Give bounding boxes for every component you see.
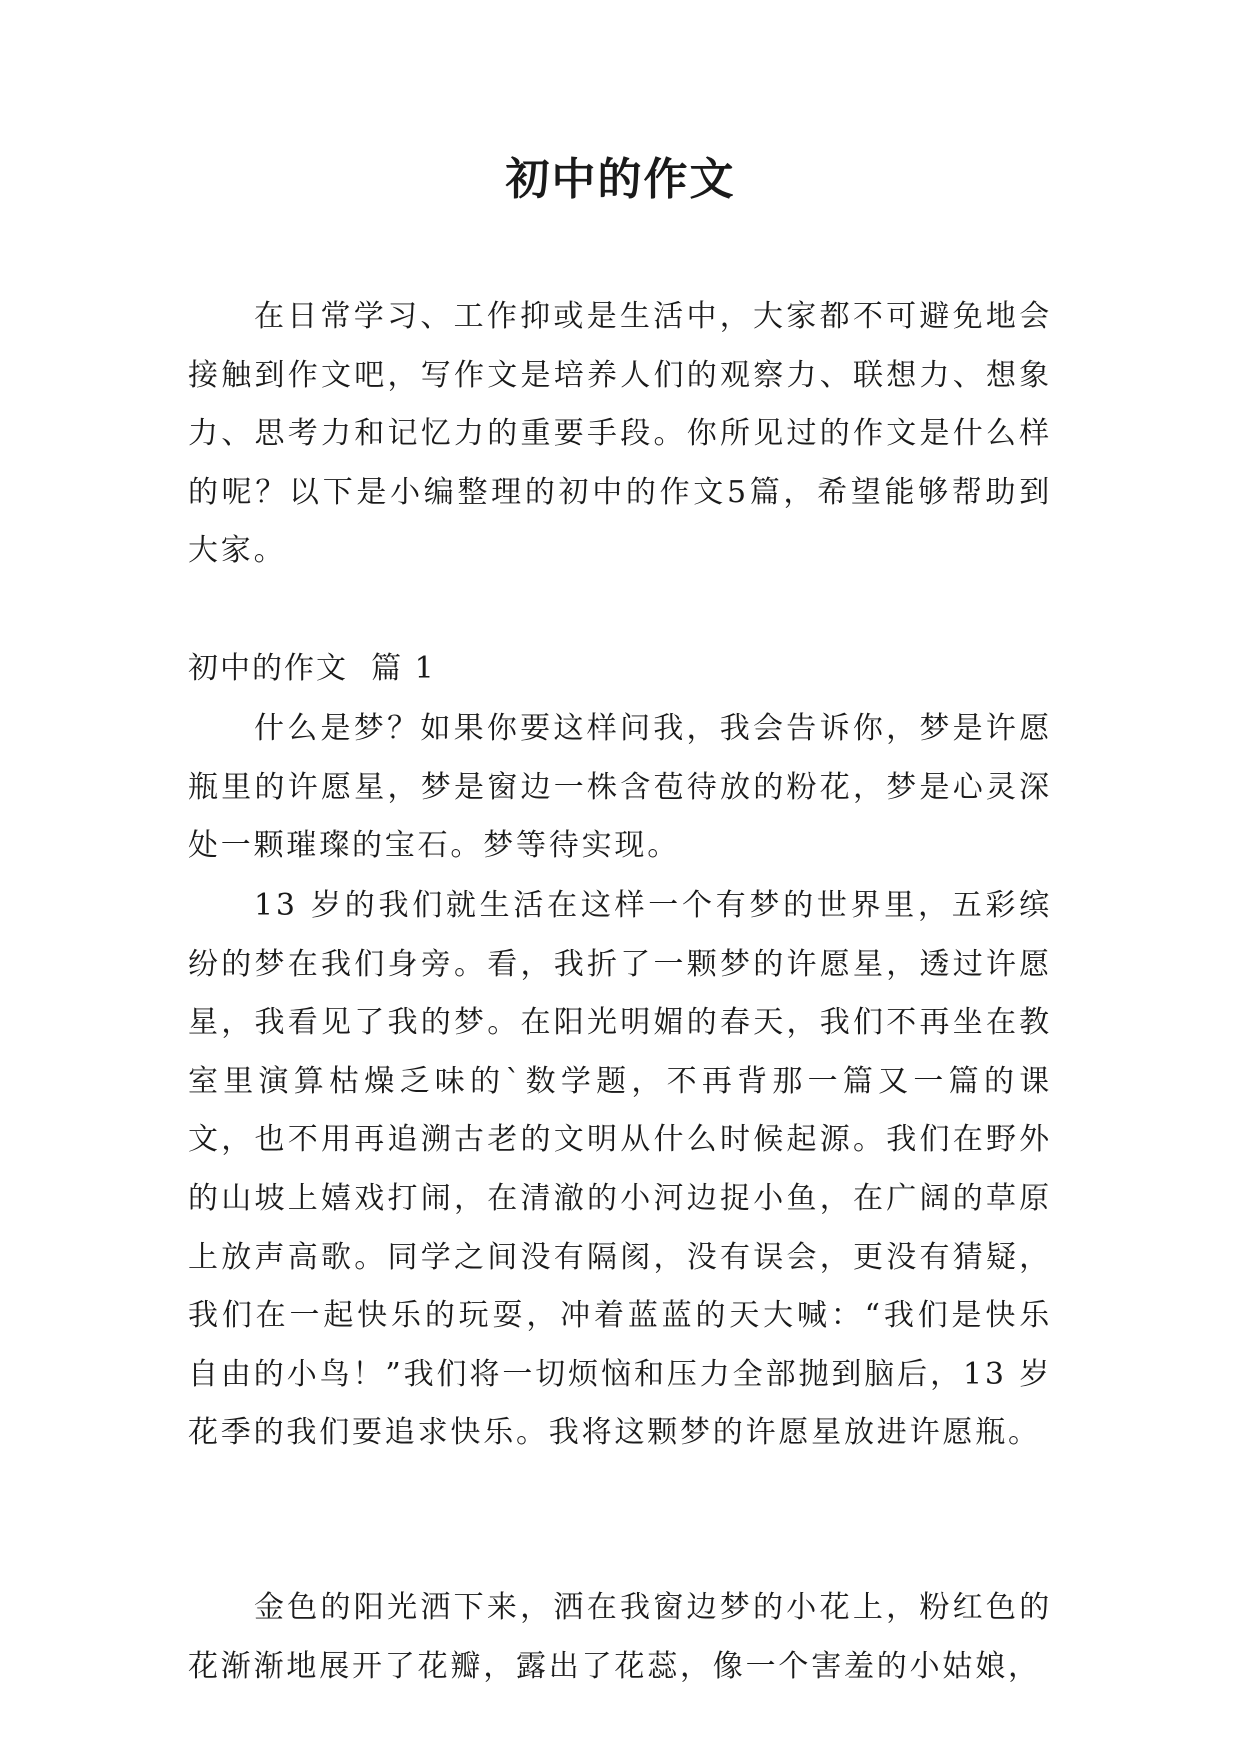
body-paragraph: 什么是梦？如果你要这样问我，我会告诉你，梦是许愿瓶里的许愿星，梦是窗边一株含苞待放的粉花，梦是心灵深处一颗璀璨的宝石。梦等待实现。: [188, 711, 1052, 864]
document-title: 初中的作文: [505, 154, 736, 205]
body-paragraph: 13 岁的我们就生活在这样一个有梦的世界里，五彩缤纷的梦在我们身旁。看，我折了一颗梦的许愿星，透过许愿星，我看见了我的梦。在阳光明媚的春天，我们不再坐在教室里演算枯燥乏味的`数学题，不再背那一篇又一篇的课文，也不用再追溯古老的文明从什么时候起源。我们在野外的山坡上嬉戏打闹，在清澈的小河边捉小鱼，在广阔的草原上放声高歌。同学之间没有隔阂，没有误会，更没有猜疑，我们在一起快乐的玩耍，冲着蓝蓝的天大喊：“我们是快乐自由的小鸟！”我们将一切烦恼和压力全部抛到脑后，13 岁花季的我们要追求快乐。我将这颗梦的许愿星放进许愿瓶。: [188, 888, 1052, 1451]
section-heading: 初中的作文 篇 1: [188, 651, 436, 686]
intro-paragraph: 在日常学习、工作抑或是生活中，大家都不可避免地会接触到作文吧，写作文是培养人们的观察力、联想力、想象力、思考力和记忆力的重要手段。你所见过的作文是什么样的呢？以下是小编整理的初中的作文5篇，希望能够帮助到大家。: [188, 299, 1052, 569]
body-paragraph: 金色的阳光洒下来，洒在我窗边梦的小花上，粉红色的花渐渐地展开了花瓣，露出了花蕊，像一个害羞的小姑娘，: [188, 1590, 1052, 1684]
